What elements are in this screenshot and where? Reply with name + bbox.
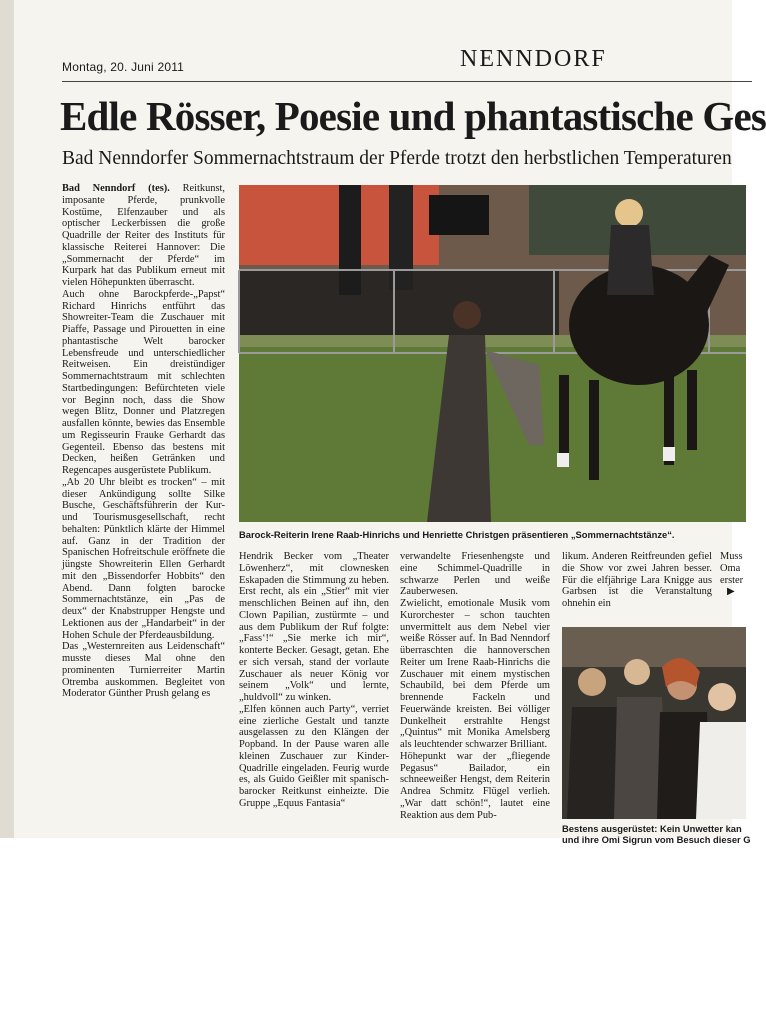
- article-headline: Edle Rösser, Poesie und phantastische Ges: [60, 93, 766, 139]
- audience-image: [562, 627, 746, 819]
- audience-caption-line-2: und ihre Omi Sigrun vom Besuch dieser G: [562, 834, 751, 845]
- article-column-4: likum. Anderen Reitfreunden gefiel die Show vor zwei Jahren besser. Für die elfjährige Lara Knigge aus Garbsen ist die Veranstaltung ohnehin ein: [562, 551, 712, 609]
- main-photo-caption: Barock-Reiterin Irene Raab-Hinrichs und Henriette Christgen präsentieren „Sommernachtstänze“.: [239, 529, 675, 540]
- article-column-1: [62, 183, 225, 838]
- continue-arrow: ▶: [727, 586, 735, 597]
- column-1-text: Reitkunst, imposante Pferde, prunkvolle Kostüme, Elfenzauber und als optischer Leckerbissen die große Quadrille der Reiter des Instituts für klassische Reiterei Hannover: Die „Sommernacht der Pferde“ im Kurpark hat das Publikum erneut mit vielen Höhepunkten überrascht. Auch ohne Barockpferde-„Papst“ Richard Hinrichs entführt das Showreiter-Team die Zuschauer mit Piaffe, Passage und Pirouetten in eine phantastische Welt barocker Lebensfreude und unterschiedlicher Reitweisen. Ein dreistündiger Sommernachtstraum mit schlechten Startbedingungen: Befürchteten viele vor Beginn noch, dass die Show wegen Blitz, Donner und Platzregen ausfallen könnte, bewies das Ensemble um Regisseurin Frauke Gerhardt das Gegenteil. Ebenso das bestens mit Decken, heißen Getränken und Regencapes ausgerüstete Publikum. „Ab 20 Uhr bleibt es trocken“ – mit dieser Ankündigung sollte Silke Busche, Geschäftsführerin der Kur- und Tourismusgesellschaft, recht behalten: Pünktlich klärte der Himmel auf. Ganz in der Tradition der Spanischen Hofreitschule eröffnete die jüngste Showreiterin Ellen Gerhardt mit den „Bissendorfer Hobbits“ den Abend. Dann folgten barocke Sommernachtstänze, ein „Pas de deux“ der Knabstrupper Hengste und Lektionen aus der „Handarbeit“ in der Hohen Schule der Pferdeausbildung. Das „Westernreiten aus Leidenschaft“ musste dieses Mal ohne den prominenten Turnierreiter Martin Otremba auskommen. Begleitet von Moderator Günther Prush gelang es: [62, 183, 225, 700]
- audience-photo: [562, 627, 746, 819]
- issue-date: Montag, 20. Juni 2011: [62, 60, 185, 74]
- audience-caption-line-1: Bestens ausgerüstet: Kein Unwetter kan: [562, 823, 742, 834]
- article-subheadline: Bad Nenndorfer Sommernachtstraum der Pferde trotzt den herbstlichen Temperaturen: [62, 148, 732, 169]
- article-column-3: verwandelte Friesenhengste und eine Schimmel-Quadrille in schwarze Perlen und weiße Zauberwesen. Zwielicht, emotionale Musik vom Kurorchester – schon tauchten unvermittelt aus dem Nebel vier weiße Rösser auf. In Bad Nenndorf überraschten die hannoverschen Reiter um Irene Raab-Hinrichs die Zuschauer mit einem mystischen Schaubild, bei dem Pferde um brennende Fackeln und Feuerwände kreisten. Bei völliger Dunkelheit erstrahlte Hengst „Quintus“ mit Monika Amelsberg als leuchtender schwarzer Brilliant. Höhepunkt war der „fliegende Pegasus“ Bailador, ein schneeweißer Hengst, dem Reiterin Andrea Schmitz Flügel verlieh. „War datt schön!“, lautet eine Reaktion aus dem Pub-: [400, 551, 550, 821]
- article-column-5: Muss Oma erster: [720, 551, 744, 586]
- horse-rider-dancer-image: [239, 185, 746, 522]
- main-photo: [239, 185, 746, 522]
- section-title: NENNDORF: [460, 46, 607, 72]
- header-rule: [62, 81, 752, 82]
- audience-photo-caption: [562, 823, 751, 845]
- article-dateline: Bad Nenndorf (tes).: [62, 183, 170, 194]
- article-column-2: Hendrik Becker vom „Theater Löwenherz“, mit clownesken Eskapaden die Stimmung zu heben. Erst recht, als ein „Stier“ mit vier menschlichen Beinen auf ihn, den Clown Papilian, zustürmte – und aus dem Publikum der Ruf folgte: „Fass‘!“ „Sie merke ich mir“, konterte Becker. Gesagt, getan. Ehe er sich versah, stand der vorlaute Zuschauer als neuer König vor seinem „Volk“ und lernte, „huldvoll“ zu winken. „Elfen können auch Party“, verriet eine zierliche Gestalt und tanzte ausgelassen zu den Klängen der Popband. In der Pause waren alle kleinen Zuschauer zur Kinder-Quadrille eingeladen. Feurig wurde es, als Guido Geißler mit spanisch-barocker Reitkunst einheizte. Die Gruppe „Equus Fantasia“: [239, 551, 389, 809]
